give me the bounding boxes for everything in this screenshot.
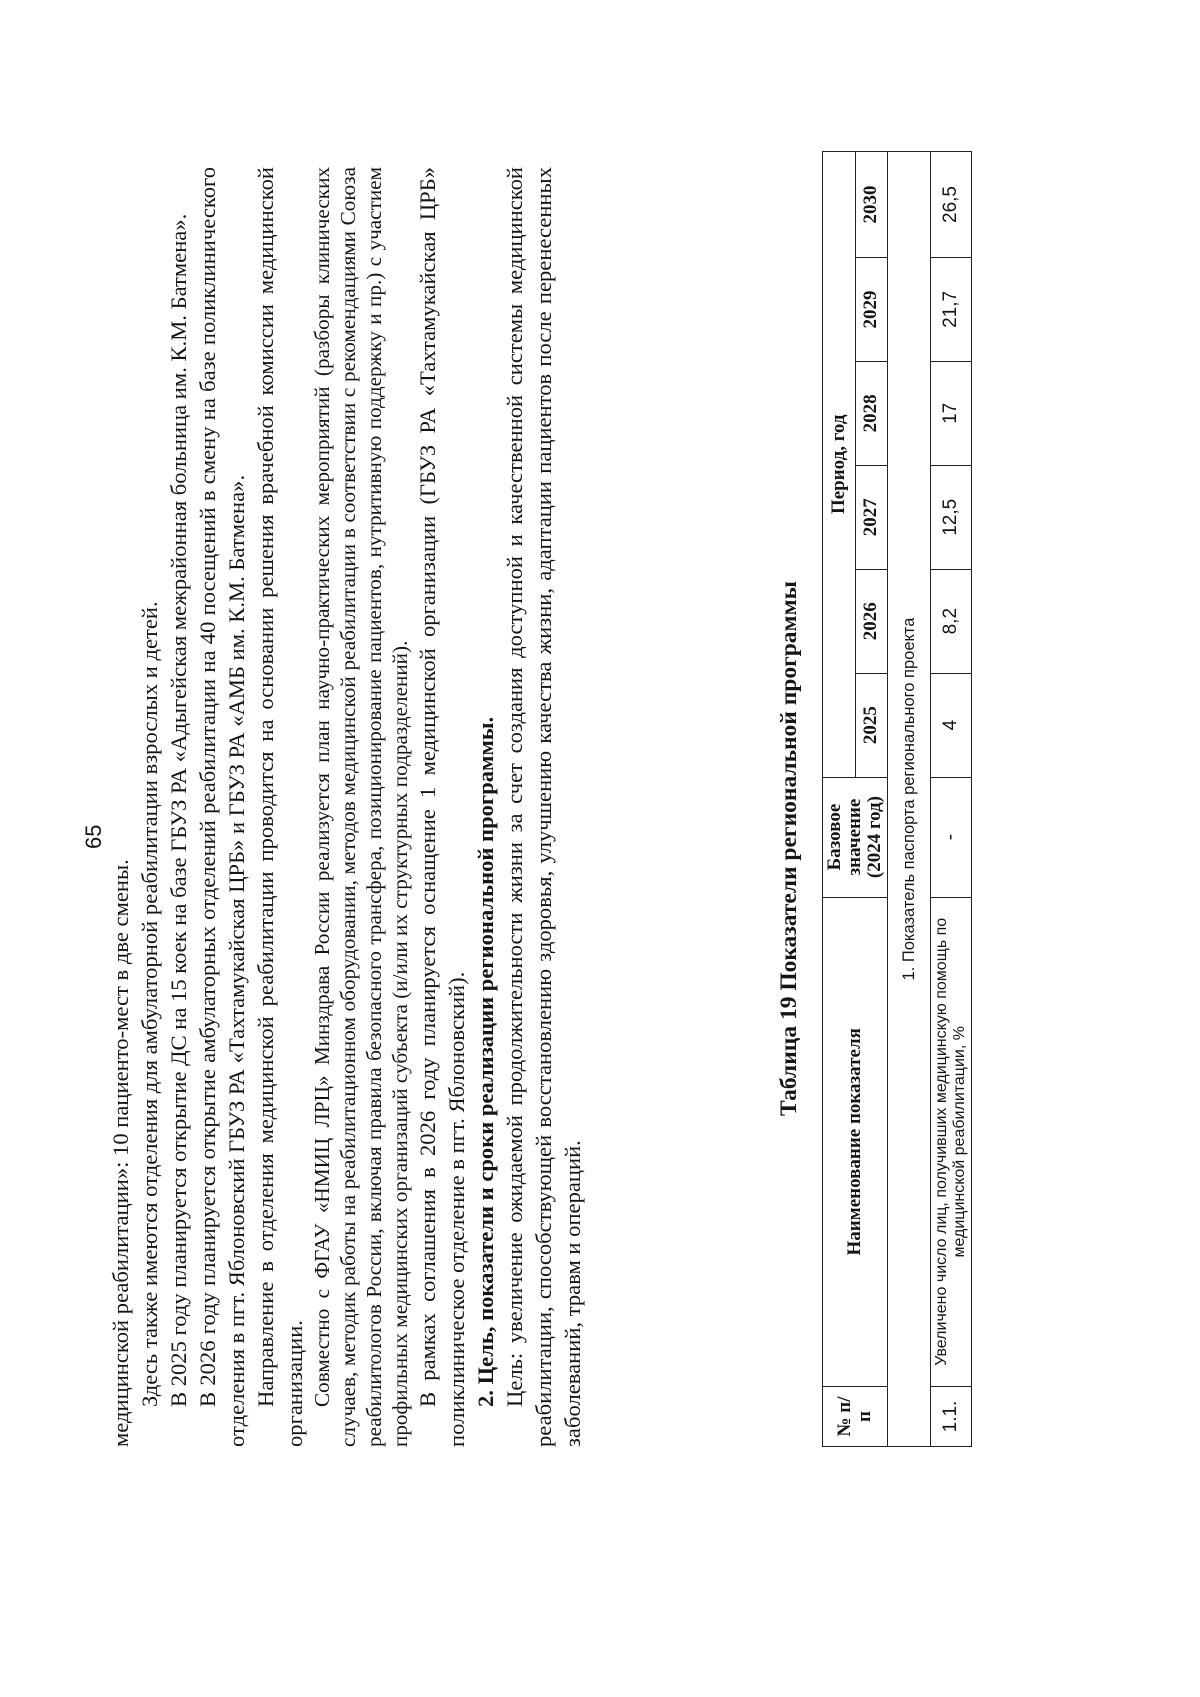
paragraph: В 2025 году планируется открытие ДС на 15 коек на базе ГБУЗ РА «Адыгейская межрайонная больница им. К.М. Батмена». bbox=[166, 213, 191, 1407]
row-value: 26,5 bbox=[931, 152, 972, 258]
paragraph: медицинской реабилитации»: 10 пациенто-мест в две смены. bbox=[108, 859, 133, 1447]
row-num: 1.1. bbox=[931, 1387, 972, 1447]
header-year: 2026 bbox=[855, 569, 888, 673]
header-year: 2029 bbox=[855, 257, 888, 361]
header-period: Период, год bbox=[823, 152, 856, 778]
body-text bbox=[106, 167, 587, 1447]
paragraph: В рамках соглашения в 2026 году планируется оснащение 1 медицинской организации (ГБУЗ РА «Тахтамукайская ЦРБ» поликлиническое отделение в пгт. Яблоновский). bbox=[415, 167, 469, 1447]
row-value: 12,5 bbox=[931, 465, 972, 569]
header-name: Наименование показателя bbox=[823, 897, 888, 1387]
section-heading: 2. Цель, показатели и сроки реализации региональной программы. bbox=[473, 716, 498, 1407]
row-value: 8,2 bbox=[931, 569, 972, 673]
page-number: 65 bbox=[81, 824, 106, 849]
row-value: 17 bbox=[931, 361, 972, 465]
paragraph: В 2026 году планируется открытие амбулаторных отделений реабилитации на 40 посещений в смену на базе поликлинического отделения в пгт. Яблоновский ГБУЗ РА «Тахтамукайская ЦРБ» и ГБУЗ РА «АМБ им. К.М. Батмена». bbox=[195, 167, 249, 1447]
row-base: - bbox=[931, 777, 972, 897]
paragraph: Направление в отделения медицинской реабилитации проводится на основании решения врачебной комиссии медицинской организации. bbox=[253, 167, 307, 1447]
row-value: 4 bbox=[931, 673, 972, 777]
table-caption: Таблица 19 Показатели региональной программы bbox=[776, 581, 802, 1116]
header-year: 2025 bbox=[855, 673, 888, 777]
section-row: 1. Показатель паспорта регионального проекта bbox=[888, 152, 931, 1447]
header-year: 2027 bbox=[855, 465, 888, 569]
goal-paragraph: Цель: увеличение ожидаемой продолжительности жизни за счет создания доступной и качественной системы медицинской реабилитации, способствующей восстановлению здоровья, улучшению качества жизни, адаптации пациентов после перенесенных заболеваний, травм и операций. bbox=[502, 167, 585, 1447]
paragraph: Здесь также имеются отделения для амбулаторной реабилитации взрослых и детей. bbox=[137, 601, 162, 1407]
row-value: 21,7 bbox=[931, 257, 972, 361]
table-row bbox=[931, 152, 972, 1447]
header-num: № п/п bbox=[823, 1387, 888, 1447]
header-year: 2028 bbox=[855, 361, 888, 465]
header-year: 2030 bbox=[855, 152, 888, 258]
indicators-table bbox=[822, 151, 972, 1447]
header-base: Базовое значение (2024 год) bbox=[823, 777, 888, 897]
row-name: Увеличено число лиц, получивших медицинскую помощь по медицинской реабилитации, % bbox=[931, 897, 972, 1387]
paragraph: Совместно с ФГАУ «НМИЦ ЛРЦ» Минздрава России реализуется план научно-практических мероприятий (разборы клинических случаев, методик работы на реабилитационном оборудовании, методов медицинской реабилитации в соответствии с рекомендациями Союза реабилитологов России, включая правила безопасного трансфера, позиционирование пациентов, нутритивную поддержку и пр.) с участием профильных медицинских организаций субъекта (и/или их структурных подразделений). bbox=[310, 167, 412, 1447]
